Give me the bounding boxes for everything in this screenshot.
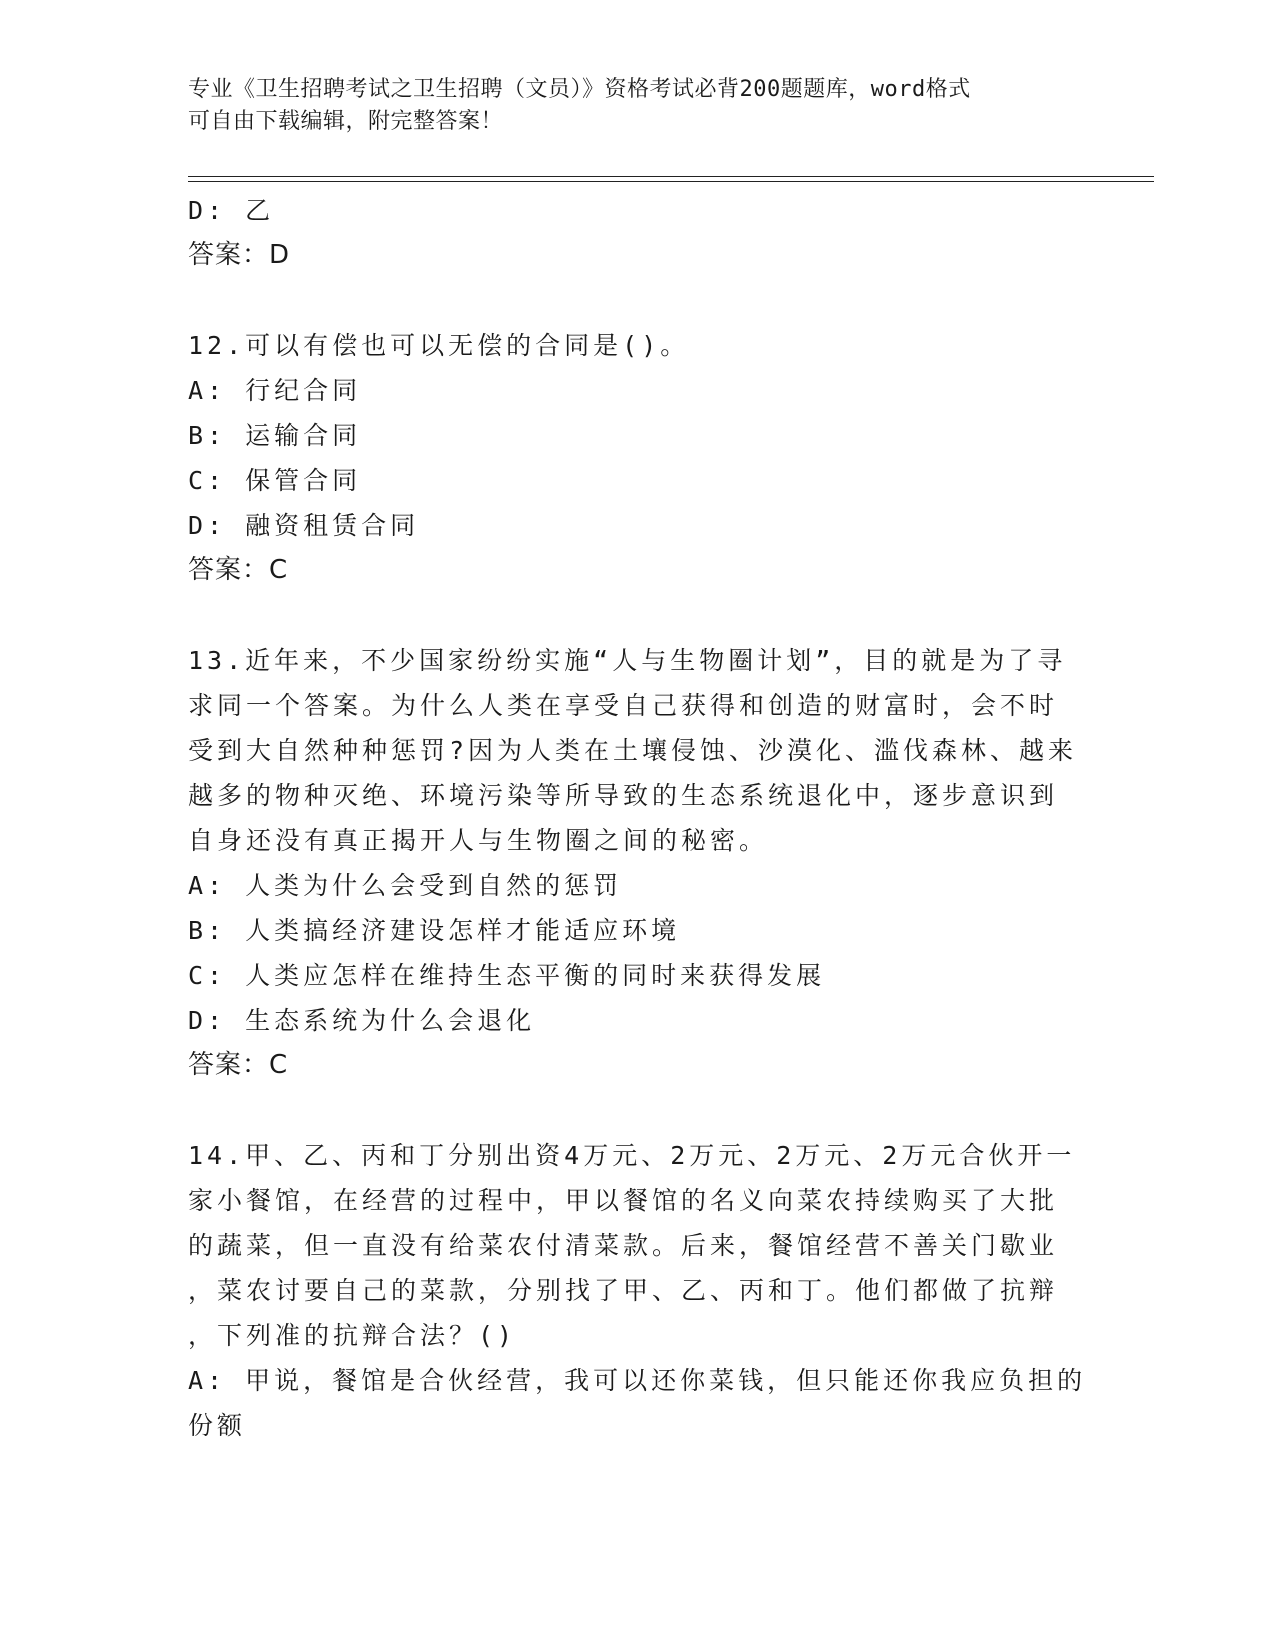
- q14-option-a: [188, 1358, 1088, 1448]
- header-title-line-1: 专业《卫生招聘考试之卫生招聘（文员）》资格考试必背200题题库，word格式: [188, 77, 971, 102]
- q11-answer: 答案：D: [188, 240, 291, 270]
- header-divider-top: [188, 176, 1154, 177]
- q14-stem: [188, 1133, 1088, 1358]
- q12-option-a: A: 行纪合同: [188, 376, 362, 405]
- q12-option-d: D: 融资租赁合同: [188, 511, 420, 540]
- question-list: [188, 188, 1088, 1448]
- q14-stem-line: ，下列准的抗辩合法？(): [188, 1321, 517, 1350]
- q12-answer: 答案：C: [188, 555, 289, 585]
- q12-option-c: C: 保管合同: [188, 466, 362, 495]
- spacer: [188, 593, 1088, 638]
- question-14: [188, 1133, 1088, 1448]
- q13-stem-line: 求同一个答案。为什么人类在享受自己获得和创造的财富时，会不时: [188, 691, 1059, 720]
- question-12: [188, 323, 1088, 593]
- q13-stem: [188, 638, 1088, 863]
- q13-option-b: B: 人类搞经济建设怎样才能适应环境: [188, 916, 681, 945]
- header-title-line-2: 可自由下载编辑，附完整答案！: [188, 109, 504, 134]
- q12-stem: 12.可以有偿也可以无偿的合同是()。: [188, 331, 690, 360]
- q13-answer: 答案：C: [188, 1050, 289, 1080]
- q14-option-a-line: 份额: [188, 1411, 247, 1440]
- q13-option-c: C: 人类应怎样在维持生态平衡的同时来获得发展: [188, 961, 826, 990]
- q11-option-d: D: 乙: [188, 196, 275, 225]
- document-header: [188, 74, 1068, 138]
- q14-stem-line: ，菜农讨要自己的菜款，分别找了甲、乙、丙和丁。他们都做了抗辩: [188, 1276, 1059, 1305]
- q14-stem-line: 的蔬菜，但一直没有给菜农付清菜款。后来，餐馆经营不善关门歇业: [188, 1231, 1059, 1260]
- spacer: [188, 1088, 1088, 1133]
- question-13: [188, 638, 1088, 1088]
- q13-stem-line: 越多的物种灭绝、环境污染等所导致的生态系统退化中，逐步意识到: [188, 781, 1059, 810]
- q14-stem-line: 家小餐馆，在经营的过程中，甲以餐馆的名义向菜农持续购买了大批: [188, 1186, 1059, 1215]
- q13-option-a: A: 人类为什么会受到自然的惩罚: [188, 871, 623, 900]
- q12-option-b: B: 运输合同: [188, 421, 362, 450]
- header-divider-bottom: [188, 181, 1154, 182]
- q13-stem-line: 13.近年来，不少国家纷纷实施“人与生物圈计划”，目的就是为了寻: [188, 646, 1067, 675]
- spacer: [188, 278, 1088, 323]
- q13-option-d: D: 生态系统为什么会退化: [188, 1006, 536, 1035]
- q14-option-a-line: A: 甲说，餐馆是合伙经营，我可以还你菜钱，但只能还你我应负担的: [188, 1366, 1087, 1395]
- q13-stem-line: 自身还没有真正揭开人与生物圈之间的秘密。: [188, 826, 769, 855]
- question-11-tail: [188, 188, 1088, 278]
- q14-stem-line: 14.甲、乙、丙和丁分别出资4万元、2万元、2万元、2万元合伙开一: [188, 1141, 1076, 1170]
- q13-stem-line: 受到大自然种种惩罚?因为人类在土壤侵蚀、沙漠化、滥伐森林、越来: [188, 736, 1078, 765]
